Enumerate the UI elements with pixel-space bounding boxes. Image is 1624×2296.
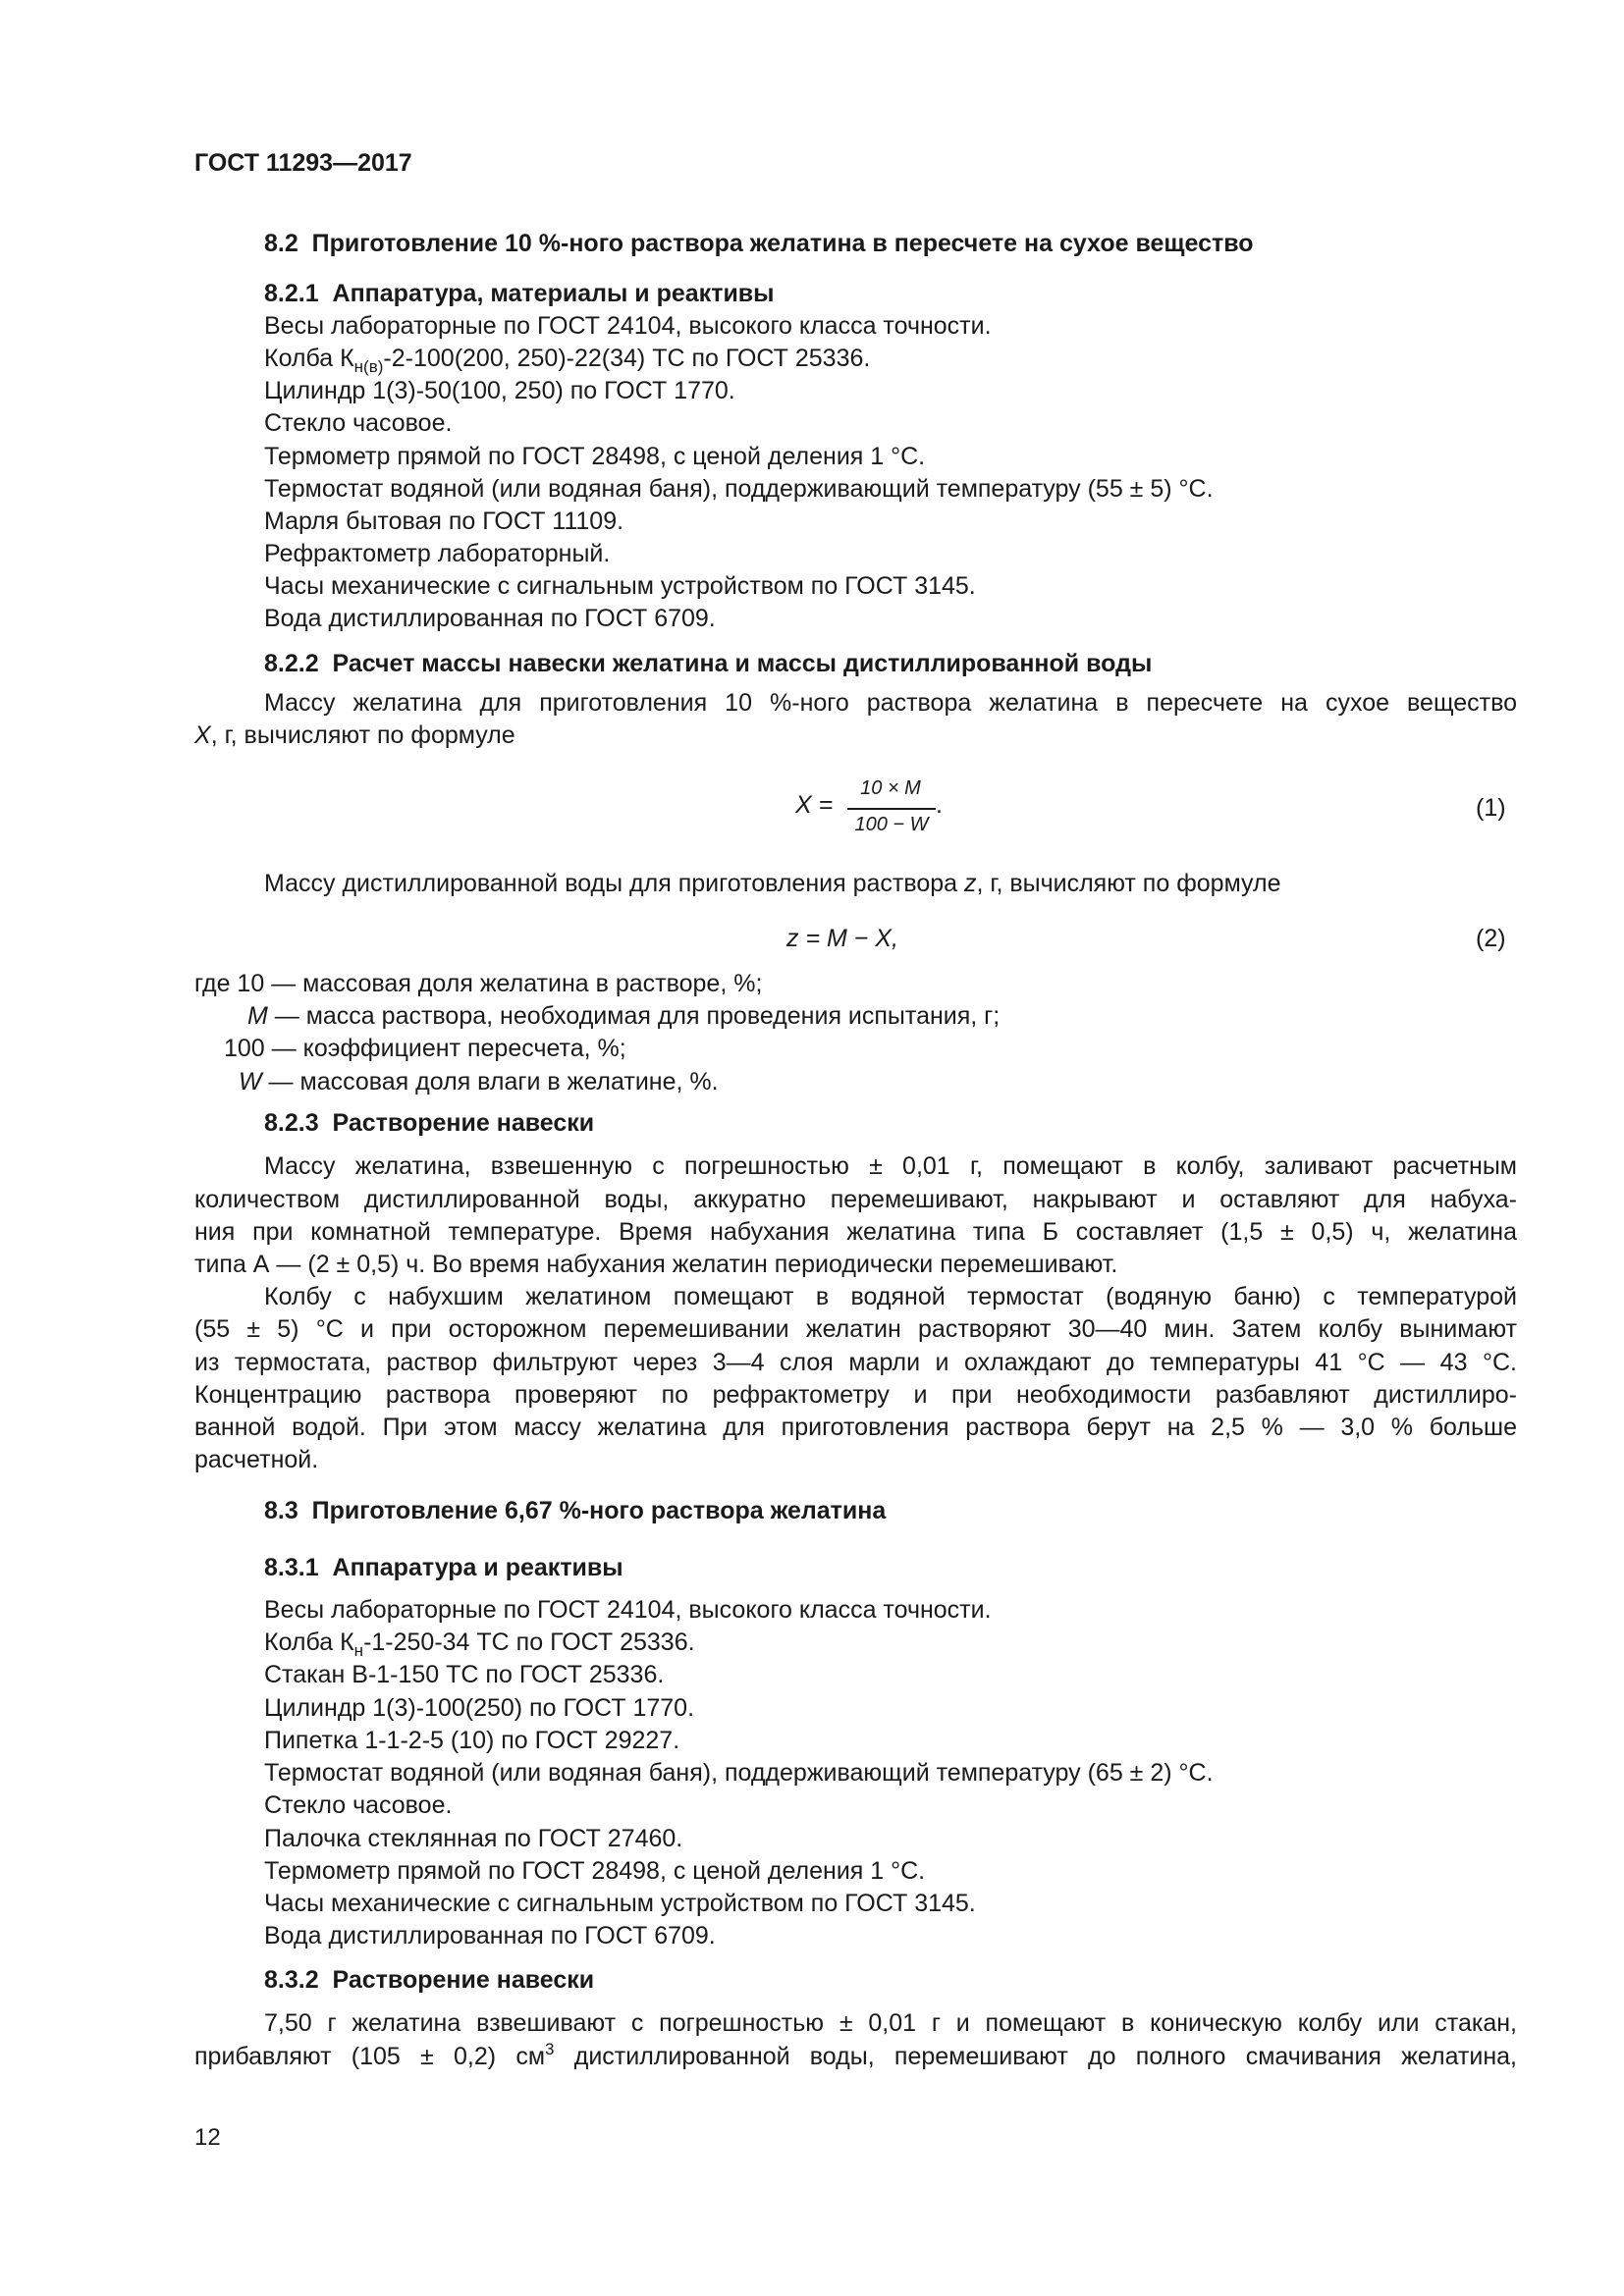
section-title: Расчет массы навески желатина и массы дистиллированной воды bbox=[332, 650, 1153, 677]
list-item: Пипетка 1-1-2-5 (10) по ГОСТ 29227. bbox=[264, 1727, 680, 1754]
list-item: Весы лабораторные по ГОСТ 24104, высокого класса точности. bbox=[264, 1596, 992, 1624]
superscript: 3 bbox=[545, 2040, 555, 2058]
where-item: M — масса раствора, необходимая для проведения испытания, г; bbox=[247, 1002, 1001, 1030]
section-8-3-2-heading bbox=[264, 1964, 594, 1996]
section-8-3-heading bbox=[264, 1495, 886, 1526]
paragraph-line: Концентрацию раствора проверяют по рефрактометру и при необходимости разбавляют дистиллиро- bbox=[194, 1381, 1517, 1409]
where-item: W — массовая доля влаги в желатине, %. bbox=[239, 1068, 719, 1095]
list-item: Вода дистиллированная по ГОСТ 6709. bbox=[264, 1922, 716, 1949]
paragraph-line: 7,50 г желатина взвешивают с погрешностью ± 0,01 г и помещают в коническую колбу или стакан, bbox=[264, 2009, 1517, 2037]
list-item: Термостат водяной (или водяная баня), поддерживающий температуру (55 ± 5) °С. bbox=[264, 475, 1214, 503]
page-number: 12 bbox=[194, 2124, 221, 2151]
list-item: Палочка стеклянная по ГОСТ 27460. bbox=[264, 1825, 683, 1852]
list-item: Термометр прямой по ГОСТ 28498, с ценой деления 1 °С. bbox=[264, 443, 926, 470]
list-item: Часы механические с сигнальным устройством по ГОСТ 3145. bbox=[264, 1890, 976, 1917]
paragraph-line: прибавляют (105 ± 0,2) $см^3$ дистиллированной воды, перемешивают до полного смачивания желатина, bbox=[194, 2040, 1517, 2070]
list-item: Вода дистиллированная по ГОСТ 6709. bbox=[264, 605, 716, 632]
paragraph-line: X, г, вычисляют по формуле bbox=[194, 721, 515, 749]
section-number: 8.3 bbox=[264, 1497, 298, 1524]
list-item: Часы механические с сигнальным устройством по ГОСТ 3145. bbox=[264, 572, 976, 600]
section-number: 8.2.1 bbox=[264, 280, 319, 307]
document-header: ГОСТ 11293—2017 bbox=[194, 149, 412, 177]
section-title: Приготовление 6,67 %-ного раствора желатина bbox=[311, 1497, 887, 1524]
section-number: 8.3.2 bbox=[264, 1966, 319, 1994]
paragraph-line: Колбу с набухшим желатином помещают в водяной термостат (водяную баню) с температурой bbox=[264, 1283, 1517, 1310]
equation-number: (2) bbox=[1476, 925, 1506, 952]
list-item: Стакан В-1-150 ТС по ГОСТ 25336. bbox=[264, 1661, 665, 1688]
list-item: Рефрактометр лабораторный. bbox=[264, 540, 611, 567]
list-item: Цилиндр 1(3)-50(100, 250) по ГОСТ 1770. bbox=[264, 377, 735, 404]
list-item: Колба $К_н-1-250-34$ ТС по ГОСТ 25336. bbox=[264, 1629, 695, 1660]
formula-denominator: 100 − W bbox=[854, 814, 929, 835]
paragraph-line: ванной водой. При этом массу желатина для приготовления раствора берут на 2,5 % — 3,0 % больше bbox=[194, 1414, 1517, 1441]
section-number: 8.2.2 bbox=[264, 650, 319, 677]
section-title: Аппаратура, материалы и реактивы bbox=[332, 280, 775, 307]
paragraph-line: расчетной. bbox=[194, 1446, 319, 1473]
paragraph-line: из термостата, раствор фильтруют через 3—4 слоя марли и охлаждают до температуры 41 °С — 43 °С. bbox=[194, 1349, 1517, 1376]
paragraph-line: Массу желатина, взвешенную с погрешностью ± 0,01 г, помещают в колбу, заливают расчетным bbox=[264, 1152, 1517, 1180]
section-number: 8.2.3 bbox=[264, 1109, 319, 1137]
section-title: Аппаратура и реактивы bbox=[332, 1554, 623, 1581]
section-8-2-3-heading bbox=[264, 1107, 594, 1139]
formula-1 bbox=[785, 777, 943, 846]
paragraph-line: Массу дистиллированной воды для приготовления раствора z, г, вычисляют по формуле bbox=[264, 870, 1281, 897]
section-8-2-2-heading bbox=[264, 648, 1152, 679]
list-item: Весы лабораторные по ГОСТ 24104, высокого класса точности. bbox=[264, 312, 992, 340]
paragraph-line: ния при комнатной температуре. Время набухания желатина типа Б составляет (1,5 ± 0,5) ч, желатина bbox=[194, 1218, 1517, 1246]
list-item: Марля бытовая по ГОСТ 11109. bbox=[264, 507, 624, 535]
formula-tail: . bbox=[936, 791, 943, 819]
subscript: н(в) bbox=[353, 357, 384, 376]
subscript: н bbox=[353, 1641, 364, 1660]
formula-2: z = M − X, bbox=[786, 925, 898, 952]
list-item: Колба $К_{н(в)}-2-100(200$, 250)-22(34) ТС по ГОСТ 25336. bbox=[264, 345, 871, 376]
where-item: 100 — коэффициент пересчета, %; bbox=[224, 1035, 626, 1062]
list-item: Стекло часовое. bbox=[264, 409, 453, 437]
formula-numerator: 10 × M bbox=[860, 777, 921, 799]
variable: z bbox=[964, 870, 977, 897]
section-8-2-1-heading bbox=[264, 278, 775, 309]
formula-lhs: X = bbox=[795, 791, 834, 819]
equation-number: (1) bbox=[1476, 794, 1506, 822]
where-item: где 10 — массовая доля желатина в растворе, %; bbox=[194, 970, 763, 997]
section-number: 8.2 bbox=[264, 230, 298, 257]
variable: X bbox=[194, 721, 211, 749]
paragraph-line: Массу желатина для приготовления 10 %-ного раствора желатина в пересчете на сухое вещество bbox=[264, 689, 1517, 717]
paragraph-line: типа А — (2 ± 0,5) ч. Во время набухания желатин периодически перемешивают. bbox=[194, 1251, 1118, 1278]
paragraph-line: количеством дистиллированной воды, аккуратно перемешивают, накрывают и оставляют для набуха- bbox=[194, 1186, 1517, 1213]
section-number: 8.3.1 bbox=[264, 1554, 319, 1581]
list-item: Стекло часовое. bbox=[264, 1791, 453, 1819]
section-title: Растворение навески bbox=[332, 1966, 595, 1994]
section-8-3-1-heading bbox=[264, 1552, 623, 1583]
list-item: Цилиндр 1(3)-100(250) по ГОСТ 1770. bbox=[264, 1694, 695, 1722]
paragraph-line: (55 ± 5) °С и при осторожном перемешивании желатин растворяют 30—40 мин. Затем колбу вынимают bbox=[194, 1315, 1517, 1343]
list-item: Термостат водяной (или водяная баня), поддерживающий температуру (65 ± 2) °С. bbox=[264, 1759, 1214, 1787]
fraction-bar bbox=[847, 808, 936, 810]
section-title: Приготовление 10 %-ного раствора желатина в пересчете на сухое вещество bbox=[311, 230, 1254, 257]
list-item: Термометр прямой по ГОСТ 28498, с ценой деления 1 °С. bbox=[264, 1857, 926, 1885]
section-8-2-heading bbox=[264, 228, 1254, 259]
section-title: Растворение навески bbox=[332, 1109, 595, 1137]
